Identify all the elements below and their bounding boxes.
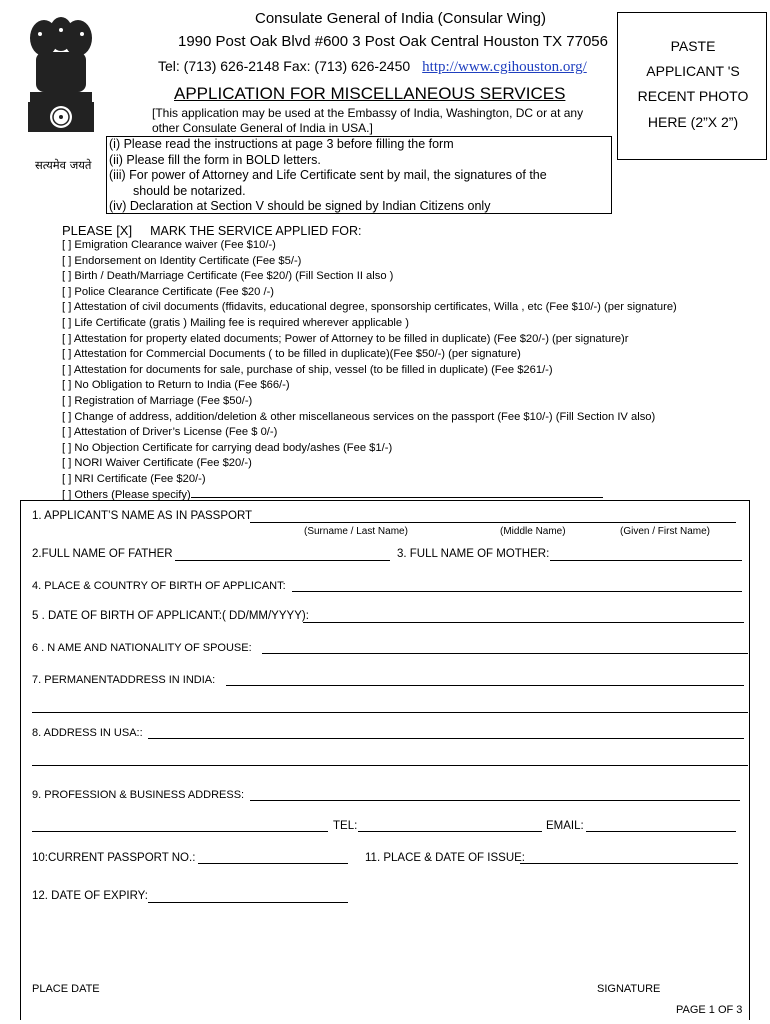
usage-note: [This application may be used at the Embassy of India, Washington, DC or at any other Consulate General of India in USA.]: [152, 106, 584, 135]
consulate-name: Consulate General of India (Consular Wing): [255, 10, 546, 27]
national-emblem-icon: [20, 8, 102, 168]
services-header: [62, 223, 362, 238]
usa-address-field[interactable]: [148, 738, 744, 739]
service-option[interactable]: [ ] Endorsement on Identity Certificate (Fee $5/-): [62, 254, 302, 267]
applicant-name-label: 1. APPLICANT’S NAME AS IN PASSPORT: [32, 510, 253, 522]
page-number: PAGE 1 OF 3: [676, 1004, 743, 1016]
place-date-label: PLACE DATE: [32, 983, 100, 995]
others-specify-field[interactable]: [191, 497, 603, 498]
signature-label: SIGNATURE: [597, 983, 661, 995]
instruction-item: (iv) Declaration at Section V should be signed by Indian Citizens only: [109, 199, 491, 213]
permanent-address-field-2[interactable]: [32, 712, 748, 713]
service-option[interactable]: [ ] Birth / Death/Marriage Certificate (Fee $20/) (Fill Section II also ): [62, 270, 394, 283]
service-option[interactable]: [ ] Attestation for Commercial Documents ( to be filled in duplicate)(Fee $50/-) (per signature): [62, 348, 521, 361]
applicant-name-field[interactable]: [250, 522, 736, 523]
applicant-details-box: [20, 500, 750, 1020]
mark-service-label: MARK THE SERVICE APPLIED FOR:: [150, 224, 362, 238]
passport-no-label: 10:CURRENT PASSPORT NO.:: [32, 852, 196, 864]
service-option[interactable]: [ ] Registration of Marriage (Fee $50/-): [62, 394, 253, 407]
service-option[interactable]: [ ] NORI Waiver Certificate (Fee $20/-): [62, 457, 252, 470]
passport-no-field[interactable]: [198, 863, 348, 864]
photo-label-3: RECENT PHOTO: [637, 88, 749, 104]
given-name-caption: (Given / First Name): [620, 526, 711, 537]
middle-name-caption: (Middle Name): [500, 526, 566, 537]
instructions-box: [106, 136, 612, 214]
service-option[interactable]: [ ] NRI Certificate (Fee $20/-): [62, 472, 206, 485]
service-option[interactable]: [ ] Life Certificate (gratis ) Mailing fee is required wherever applicable ): [62, 316, 409, 329]
consulate-address: 1990 Post Oak Blvd #600 3 Post Oak Central Houston TX 77056: [178, 33, 608, 50]
service-option[interactable]: [ ] Change of address, addition/deletion & other miscellaneous services on the passport (Fee $10/-) (Fill Section IV also): [62, 410, 656, 423]
business-address-field[interactable]: [32, 831, 328, 832]
email-label: EMAIL:: [546, 820, 584, 832]
father-name-field[interactable]: [175, 560, 390, 561]
instruction-item: (ii) Please fill the form in BOLD letters.: [109, 152, 321, 167]
usa-address-field-2[interactable]: [32, 765, 748, 766]
service-option[interactable]: [ ] Police Clearance Certificate (Fee $20 /-): [62, 285, 275, 298]
service-option[interactable]: [ ] Attestation for documents for sale, purchase of ship, vessel (to be filled in duplicate) (Fee $261/-): [62, 363, 553, 376]
profession-field[interactable]: [250, 800, 740, 801]
mother-name-label: 3. FULL NAME OF MOTHER:: [397, 548, 550, 560]
photo-label-4: HERE (2”X 2”): [647, 114, 739, 130]
father-name-label: 2.FULL NAME OF FATHER: [32, 548, 173, 560]
spouse-label: 6 . N AME AND NATIONALITY OF SPOUSE:: [32, 642, 252, 654]
usa-address-label: 8. ADDRESS IN USA::: [32, 727, 143, 739]
service-option[interactable]: [ ] Attestation of Driver’s License (Fee $ 0/-): [62, 426, 278, 439]
instruction-item: (i) Please read the instructions at page 3 before filling the form: [109, 137, 454, 151]
service-option[interactable]: [ ] No Objection Certificate for carrying dead body/ashes (Fee $1/-): [62, 441, 393, 454]
expiry-label: 12. DATE OF EXPIRY:: [32, 890, 148, 902]
dob-field[interactable]: [303, 622, 744, 623]
email-field[interactable]: [586, 831, 736, 832]
profession-label: 9. PROFESSION & BUSINESS ADDRESS:: [32, 789, 245, 801]
spouse-field[interactable]: [262, 653, 748, 654]
tel-label: TEL:: [333, 820, 358, 832]
issue-label: 11. PLACE & DATE OF ISSUE:: [365, 852, 525, 864]
service-option[interactable]: [ ] Emigration Clearance waiver (Fee $10/-): [62, 239, 276, 251]
dob-label: 5 . DATE OF BIRTH OF APPLICANT:( DD/MM/YYYY):: [32, 610, 309, 622]
others-label: [ ] Others (Please specify): [62, 488, 191, 501]
page-title: APPLICATION FOR MISCELLANEOUS SERVICES: [174, 84, 566, 103]
photo-box: [617, 12, 767, 160]
birth-place-field[interactable]: [292, 591, 742, 592]
service-option[interactable]: [ ] Attestation of civil documents (ffidavits, educational degree, sponsorship certificates, Willa , etc (Fee $10/-) (per signature): [62, 301, 677, 314]
please-mark-label: PLEASE [X]: [62, 223, 133, 238]
instruction-item: (iii) For power of Attorney and Life Certificate sent by mail, the signatures of the: [109, 168, 547, 182]
services-list: [62, 238, 677, 503]
permanent-address-field[interactable]: [226, 685, 744, 686]
instruction-item: should be notarized.: [133, 183, 246, 198]
issue-field[interactable]: [520, 863, 738, 864]
tel-fax: Tel: (713) 626-2148 Fax: (713) 626-2450: [158, 58, 411, 74]
surname-caption: (Surname / Last Name): [304, 526, 408, 537]
contact-line: [158, 58, 587, 76]
expiry-field[interactable]: [148, 902, 348, 903]
birth-place-label: 4. PLACE & COUNTRY OF BIRTH OF APPLICANT:: [32, 580, 286, 592]
service-option[interactable]: [ ] Attestation for property elated documents; Power of Attorney to be filled in duplicate) (Fee $20/-) (per signature)r: [62, 332, 629, 345]
mother-name-field[interactable]: [550, 560, 742, 561]
website-link[interactable]: http://www.cgihouston.org/: [422, 59, 587, 75]
photo-label-1: PASTE: [670, 38, 716, 54]
photo-label-2: APPLICANT 'S: [646, 63, 740, 79]
permanent-address-label: 7. PERMANENTADDRESS IN INDIA:: [32, 674, 216, 686]
service-option[interactable]: [ ] No Obligation to Return to India (Fee $66/-): [62, 379, 290, 392]
tel-field[interactable]: [358, 831, 542, 832]
emblem-motto: सत्यमेव जयते: [35, 158, 92, 172]
